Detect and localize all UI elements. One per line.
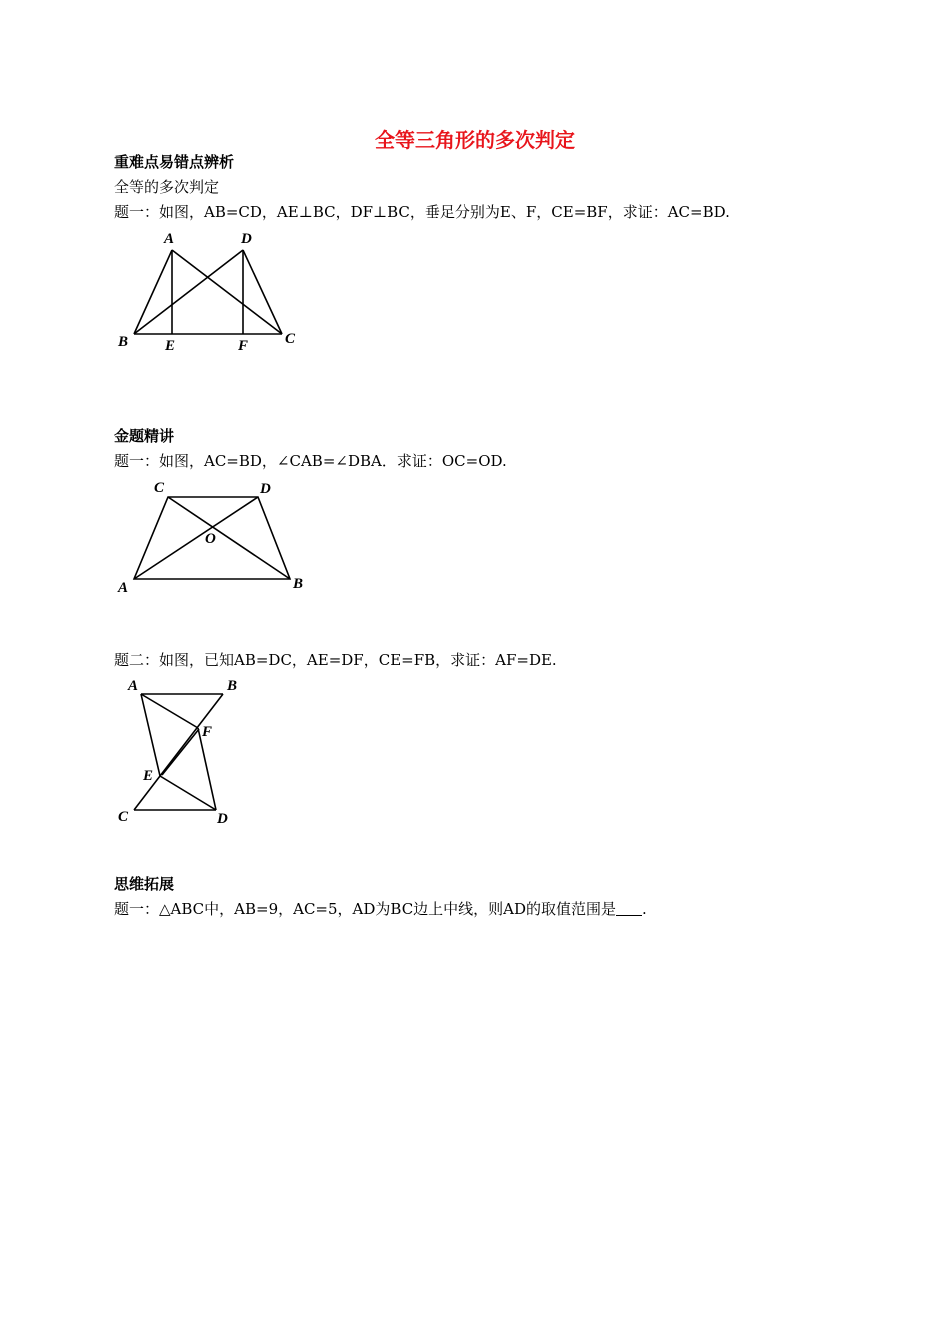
label-c: C	[285, 331, 296, 347]
segment-ae	[141, 694, 160, 776]
section-subtitle: 全等的多次判定	[114, 178, 220, 196]
section-heading-extension: 思维拓展	[114, 875, 175, 893]
label-f: F	[202, 724, 213, 740]
segment-da	[134, 497, 258, 579]
label-c: C	[118, 809, 129, 825]
answer-blank	[616, 901, 642, 916]
label-b: B	[293, 576, 304, 592]
label-f: F	[238, 338, 249, 354]
section-heading-key-points: 重难点易错点辨析	[114, 153, 235, 171]
problem-text	[114, 900, 647, 918]
label-d: D	[241, 231, 252, 247]
label-b: B	[227, 678, 238, 694]
segment-ed	[160, 776, 216, 810]
problem-body: 题一：△ABC中，AB=9，AC=5，AD为BC边上中线，则AD的取值范围是	[114, 900, 617, 918]
label-a: A	[164, 231, 175, 247]
section-heading-featured: 金题精讲	[114, 427, 175, 445]
segment-ba	[134, 250, 172, 334]
label-a: A	[128, 678, 139, 694]
problem-text: 题一：如图，AB=CD，AE⊥BC，DF⊥BC，垂足分别为E、F，CE=BF，求证：AC=BD.	[114, 203, 730, 221]
problem-text: 题二：如图，已知AB=DC，AE=DF，CE=FB，求证：AF=DE.	[114, 651, 557, 669]
segment-af	[141, 694, 198, 728]
segment-bc-upper	[160, 694, 223, 776]
figure-two-triangles	[110, 674, 260, 829]
figure-quadrilateral-diagonals	[110, 476, 320, 601]
label-e: E	[143, 768, 154, 784]
label-d: D	[260, 481, 271, 497]
problem-end: .	[642, 900, 647, 918]
label-e: E	[165, 338, 176, 354]
segment-dc	[243, 250, 282, 334]
label-b: B	[118, 334, 129, 350]
label-d: D	[217, 811, 228, 827]
page-title: 全等三角形的多次判定	[375, 128, 575, 152]
label-o: O	[205, 531, 216, 547]
figure-trapezoid-perpendiculars	[110, 226, 310, 356]
problem-text: 题一：如图，AC=BD，∠CAB=∠DBA．求证：OC=OD.	[114, 452, 507, 470]
segment-cb	[168, 497, 290, 579]
segment-ef-bold	[162, 729, 199, 775]
label-c: C	[154, 480, 165, 496]
label-a: A	[118, 580, 129, 596]
segment-fd	[198, 728, 216, 810]
